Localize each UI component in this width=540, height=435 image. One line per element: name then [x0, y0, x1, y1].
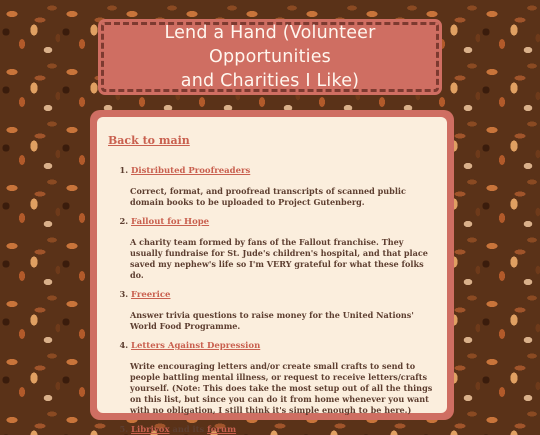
item-link-librivox[interactable]: Librivox — [131, 425, 170, 435]
content-frame — [90, 110, 454, 435]
page-title-line-1: Lend a Hand (Volunteer Opportunities — [164, 23, 376, 67]
item-link-distributed-proofreaders[interactable]: Distributed Proofreaders — [131, 166, 251, 176]
list-item — [131, 340, 437, 416]
item-link-fallout-for-hope[interactable]: Fallout for Hope — [131, 217, 210, 227]
item-description: Correct, format, and proofread transcripts of scanned public domain books to be uploaded to Project Gutenberg. — [130, 186, 406, 207]
list-item — [131, 424, 437, 435]
item-description: A charity team formed by fans of the Fallout franchise. They usually fundraise for St. Jude's children's hospital, and that place saved my nephew's life so I'm VERY grateful for what these folks do. — [130, 237, 428, 280]
list-item — [131, 289, 437, 332]
item-link-freerice[interactable]: Freerice — [131, 290, 171, 300]
item-joiner-text: and its — [172, 424, 205, 434]
page-title — [114, 21, 426, 93]
item-description: Write encouraging letters and/or create small crafts to send to people battling mental illness, or request to receive letters/crafts yourself. (Note: This does take the most setup out of all the things on this list, but since you can do it from home whenever you want with no obligation, I still think it's simple enough to be here.) — [130, 361, 433, 415]
item-description: Answer trivia questions to raise money for the United Nations' World Food Programme. — [130, 310, 414, 331]
content-panel — [97, 117, 447, 435]
list-item — [131, 216, 437, 281]
page-header — [101, 22, 439, 92]
opportunity-list — [107, 165, 437, 435]
item-link-librivox-forum[interactable]: forum — [207, 425, 237, 435]
page-title-line-2: and Charities I Like) — [180, 71, 360, 91]
back-to-main-link[interactable]: Back to main — [108, 134, 190, 147]
list-item — [131, 165, 437, 208]
item-link-letters-against-depression[interactable]: Letters Against Depression — [131, 341, 261, 351]
